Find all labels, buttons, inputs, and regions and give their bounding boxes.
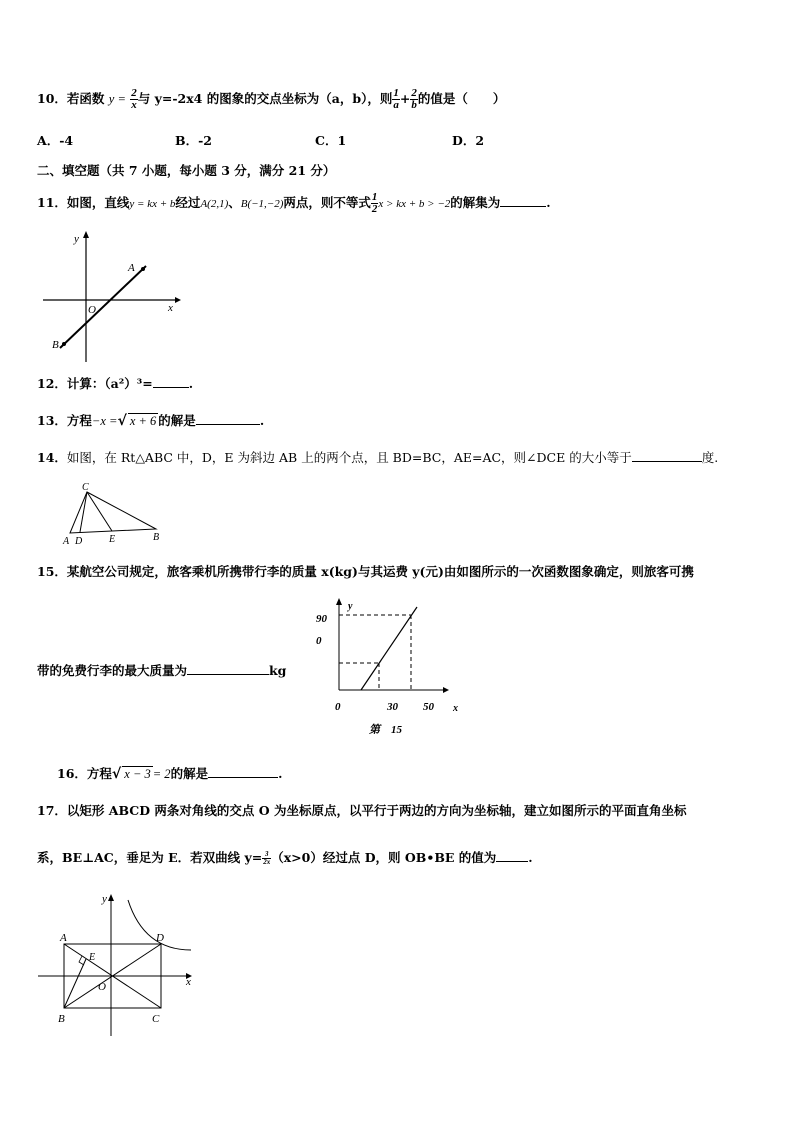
label-o: O bbox=[88, 304, 96, 316]
question-number: 13． bbox=[37, 413, 67, 428]
question-11 bbox=[37, 192, 551, 215]
q10-y-equals: y = bbox=[108, 92, 126, 106]
q15-text-1: 某航空公司规定，旅客乘机所携带行李的质量 x(kg)与其运费 y(元)由如图所示的一次函数图象确定，则旅客可携 bbox=[66, 564, 694, 579]
period: . bbox=[259, 413, 265, 428]
q10-fraction-2-over-b bbox=[410, 88, 418, 111]
period: . bbox=[546, 195, 551, 210]
q17-text-1: 以矩形 ABCD 两条对角线的交点 O 为坐标原点，以平行于两边的方向为坐标轴，建立如图所示的平面直角坐标 bbox=[66, 803, 687, 818]
label-c: C bbox=[152, 1013, 160, 1025]
q13-lhs: −x = bbox=[91, 414, 118, 428]
question-number: 15． bbox=[37, 564, 67, 579]
q17-fraction bbox=[262, 851, 271, 866]
section-2-heading: 二、填空题（共 7 小题，每小题 3 分，满分 21 分） bbox=[37, 163, 336, 178]
line-ab bbox=[60, 266, 146, 348]
q11-text-2: 经过 bbox=[175, 195, 201, 210]
answer-blank bbox=[632, 461, 702, 462]
period: . bbox=[278, 766, 283, 781]
question-10 bbox=[37, 88, 505, 111]
q11-point-b: B(−1,−2) bbox=[240, 198, 284, 210]
numerator: 3 bbox=[262, 851, 271, 859]
question-15-line-1 bbox=[37, 562, 694, 580]
question-17-line-2 bbox=[37, 848, 533, 866]
numerator: 2 bbox=[411, 87, 417, 99]
denominator: a bbox=[393, 99, 399, 111]
segment-ce bbox=[87, 492, 112, 531]
plus-sign: + bbox=[399, 91, 411, 106]
q13-radicand: x + 6 bbox=[129, 414, 157, 428]
label-c: C bbox=[82, 482, 89, 493]
q10-text-3: 的值是（ ） bbox=[417, 91, 506, 106]
question-number: 11． bbox=[37, 195, 67, 210]
q15-unit: kg bbox=[269, 663, 287, 678]
radical-sign: √ bbox=[111, 766, 122, 782]
question-16 bbox=[57, 764, 282, 782]
label-a: A bbox=[60, 932, 67, 944]
question-15-line-2 bbox=[37, 661, 286, 679]
numerator: 1 bbox=[393, 87, 399, 99]
label-y: y bbox=[348, 601, 353, 612]
label-b: B bbox=[153, 532, 160, 543]
right-angle-mark bbox=[79, 956, 84, 965]
denominator: 2 bbox=[371, 203, 378, 215]
q13-text-1: 方程 bbox=[66, 413, 92, 428]
label-a: A bbox=[128, 262, 135, 274]
answer-blank bbox=[187, 674, 269, 675]
q15-text-2: 带的免费行李的最大质量为 bbox=[37, 663, 188, 678]
label-e: E bbox=[89, 952, 96, 963]
question-number: 16． bbox=[57, 766, 87, 781]
question-14 bbox=[37, 448, 718, 466]
q11-separator: 、 bbox=[228, 195, 241, 210]
label-a: A bbox=[63, 536, 70, 547]
q12-text: 计算：（a²）³= bbox=[66, 376, 153, 391]
q16-text-2: 的解是 bbox=[170, 766, 209, 781]
q17-text-2b: （x>0）经过点 D，则 OB•BE 的值为 bbox=[271, 850, 497, 865]
y-axis-arrow bbox=[83, 231, 89, 238]
fee-line bbox=[361, 607, 417, 690]
denominator: b bbox=[411, 99, 417, 111]
label-b: B bbox=[58, 1013, 65, 1025]
question-17-line-1 bbox=[37, 801, 687, 819]
question-number: 14． bbox=[37, 450, 67, 465]
q14-end: 度. bbox=[701, 450, 719, 465]
numerator: 1 bbox=[371, 191, 378, 203]
point-b bbox=[62, 342, 66, 346]
q11-point-a: A(2,1) bbox=[200, 198, 229, 210]
figure-14-triangle bbox=[60, 480, 170, 548]
figure-caption: 第 15 bbox=[369, 724, 402, 736]
q16-text-1: 方程 bbox=[86, 766, 112, 781]
label-o: O bbox=[98, 981, 106, 993]
y-axis-arrow bbox=[108, 894, 114, 901]
q10-fraction-2-over-x bbox=[130, 88, 138, 111]
question-number: 12． bbox=[37, 376, 67, 391]
label-x: x bbox=[186, 976, 191, 988]
label-b: B bbox=[52, 339, 59, 351]
tick-30: 30 bbox=[387, 701, 398, 713]
figure-11-line-graph bbox=[38, 228, 188, 368]
point-a bbox=[141, 267, 145, 271]
question-12 bbox=[37, 374, 193, 392]
q11-line-equation: y = kx + b bbox=[129, 198, 176, 210]
q11-text-4: 的解集为 bbox=[450, 195, 501, 210]
q10-option-c: C．1 bbox=[315, 133, 347, 148]
denominator: x bbox=[131, 99, 137, 111]
figure-17-rectangle-graph bbox=[36, 890, 198, 1040]
q13-text-2: 的解是 bbox=[158, 413, 196, 428]
question-number: 10． bbox=[37, 91, 67, 106]
triangle-abc bbox=[70, 492, 156, 533]
tick-0-second: 0 bbox=[316, 635, 322, 647]
label-y: y bbox=[102, 893, 107, 905]
tick-90: 90 bbox=[316, 613, 327, 625]
question-13 bbox=[37, 411, 264, 429]
label-d: D bbox=[156, 932, 164, 944]
radical-sign: √ bbox=[117, 413, 127, 429]
y-axis-arrow bbox=[336, 598, 342, 605]
q10-option-a: A．-4 bbox=[37, 133, 74, 148]
answer-blank bbox=[196, 424, 260, 425]
period: . bbox=[528, 850, 533, 865]
answer-blank bbox=[496, 861, 528, 862]
tick-50: 50 bbox=[423, 701, 434, 713]
q17-text-2a: 系，BE⊥AC，垂足为 E．若双曲线 y= bbox=[37, 850, 263, 865]
x-axis-arrow bbox=[175, 297, 181, 303]
denominator: 2x bbox=[263, 858, 271, 866]
label-x: x bbox=[168, 302, 173, 314]
q10-option-b: B．-2 bbox=[175, 133, 212, 148]
q11-text-1: 如图，直线 bbox=[66, 195, 130, 210]
q10-fraction-1-over-a bbox=[392, 88, 400, 111]
q11-text-3: 两点，则不等式 bbox=[283, 195, 371, 210]
q16-radicand: x − 3 bbox=[124, 767, 151, 781]
q11-inequality: x > kx + b > −2 bbox=[378, 198, 451, 210]
label-x: x bbox=[453, 703, 458, 714]
tick-origin: 0 bbox=[335, 701, 341, 713]
answer-blank bbox=[500, 206, 546, 207]
q16-rhs: = 2 bbox=[152, 767, 171, 781]
q14-text: 如图，在 Rt△ABC 中，D，E 为斜边 AB 上的两个点，且 BD=BC，AE=AC，则∠DCE 的大小等于 bbox=[66, 450, 632, 465]
x-axis-arrow bbox=[443, 687, 449, 693]
answer-blank bbox=[208, 777, 278, 778]
figure-15-fee-graph bbox=[308, 592, 468, 742]
label-e: E bbox=[109, 534, 116, 545]
period: . bbox=[188, 376, 194, 391]
q10-option-d: D．2 bbox=[452, 133, 485, 148]
label-d: D bbox=[75, 536, 83, 547]
numerator: 2 bbox=[131, 87, 137, 99]
answer-blank bbox=[153, 387, 189, 388]
label-y: y bbox=[74, 233, 79, 245]
segment-cd bbox=[80, 492, 87, 532]
q10-text-2: 与 y=-2x4 的图象的交点坐标为（a，b），则 bbox=[137, 91, 393, 106]
q10-text-1: 若函数 bbox=[66, 91, 105, 106]
question-number: 17． bbox=[37, 803, 67, 818]
